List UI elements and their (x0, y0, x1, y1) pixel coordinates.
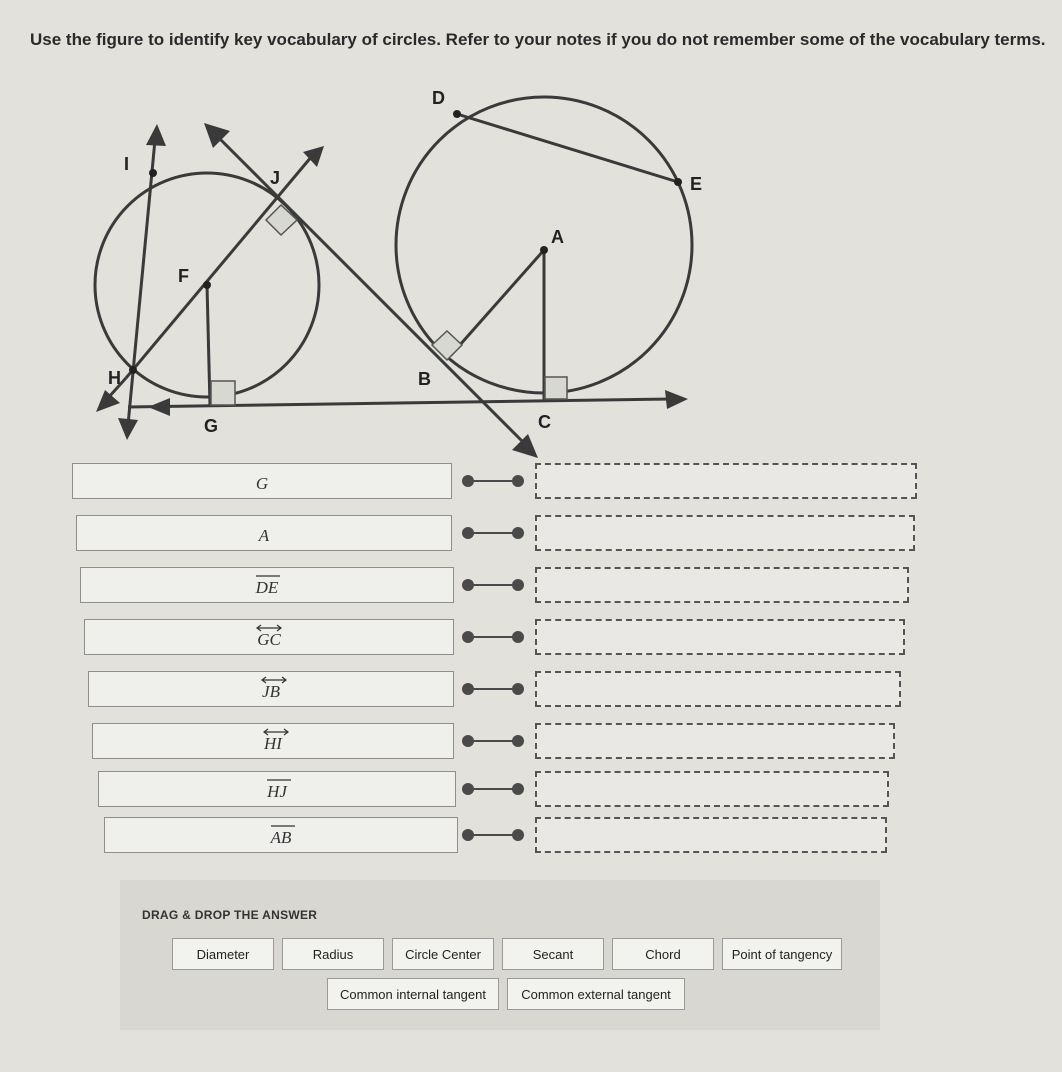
term-symbol (271, 822, 292, 848)
drop-target[interactable] (535, 817, 887, 853)
answer-bank (120, 880, 880, 1030)
match-row (0, 515, 1062, 551)
chip-diameter[interactable]: Diameter (172, 938, 274, 970)
line-overbar-icon (264, 728, 282, 736)
drop-target[interactable] (535, 771, 889, 807)
chip-radius[interactable]: Radius (282, 938, 384, 970)
connector-line (470, 480, 516, 482)
label-b: B (418, 369, 431, 389)
point-a (540, 246, 548, 254)
bank-title: DRAG & DROP THE ANSWER (142, 908, 318, 922)
label-i: I (124, 154, 130, 174)
chip-circle-center[interactable]: Circle Center (392, 938, 494, 970)
term-card (104, 817, 458, 853)
drop-target[interactable] (535, 463, 917, 499)
term-symbol (257, 624, 281, 650)
term-symbol (262, 676, 280, 702)
connector-dot-right[interactable] (512, 829, 524, 841)
instructions-text: Use the figure to identify key vocabulary of circles. Refer to your notes if you do not remember some of the vocabulary terms. (30, 30, 1046, 49)
chip-secant[interactable]: Secant (502, 938, 604, 970)
point-h (129, 366, 137, 374)
connector-line (470, 688, 516, 690)
term-card (92, 723, 454, 759)
term-label: HJ (267, 782, 287, 801)
line-jb (214, 133, 525, 444)
label-c: C (538, 412, 551, 432)
term-label: HI (264, 734, 282, 753)
point-e (674, 178, 682, 186)
connector-line (470, 740, 516, 742)
term-card (76, 515, 452, 551)
term-card (88, 671, 454, 707)
line-overbar-icon (257, 624, 281, 632)
arrow-h-left (96, 390, 120, 412)
radius-ab (451, 250, 544, 355)
term-label: AB (270, 828, 292, 847)
connector-dot-right[interactable] (512, 475, 524, 487)
term-label: G (255, 474, 269, 493)
term-card (98, 771, 456, 807)
radius-fg (207, 285, 210, 406)
arrow-gc-right (665, 390, 688, 409)
label-h: H (108, 368, 121, 388)
term-card (72, 463, 452, 499)
line-overbar-icon (262, 676, 280, 684)
match-row (0, 671, 1062, 707)
right-angle-c (545, 377, 567, 399)
point-f (203, 281, 211, 289)
drop-target[interactable] (535, 567, 909, 603)
connector-line (470, 584, 516, 586)
connector-line (470, 834, 516, 836)
match-row (0, 619, 1062, 655)
circles-figure (0, 0, 1062, 460)
term-card (84, 619, 454, 655)
label-a: A (551, 227, 564, 247)
match-row (0, 723, 1062, 759)
match-row (0, 463, 1062, 499)
label-j: J (270, 168, 281, 188)
drop-target[interactable] (535, 515, 915, 551)
point-d (453, 110, 461, 118)
chord-de (457, 114, 678, 182)
segment-overbar-icon (267, 776, 287, 784)
chip-point-of-tangency[interactable]: Point of tangency (722, 938, 842, 970)
segment-overbar-icon (256, 572, 279, 580)
connector-line (470, 788, 516, 790)
arrow-jb-bottom (512, 434, 538, 458)
connector-line (470, 532, 516, 534)
term-symbol (256, 572, 279, 598)
connector-dot-right[interactable] (512, 579, 524, 591)
match-row (0, 817, 1062, 853)
right-angle-g (211, 381, 235, 405)
label-e: E (690, 174, 703, 194)
term-label: JB (262, 682, 280, 701)
segment-overbar-icon (271, 822, 292, 830)
term-label: A (258, 526, 270, 545)
chord-hj (126, 156, 312, 378)
term-card (80, 567, 454, 603)
drop-target[interactable] (535, 619, 905, 655)
match-row (0, 567, 1062, 603)
arrow-gc-left (148, 398, 170, 416)
term-label: GC (257, 630, 281, 649)
term-label: DE (255, 578, 279, 597)
term-symbol (259, 520, 269, 546)
arrow-hi-bottom (118, 418, 138, 440)
chip-common-external-tangent[interactable]: Common external tangent (507, 978, 685, 1010)
drop-target[interactable] (535, 723, 895, 759)
connector-dot-right[interactable] (512, 735, 524, 747)
connector-line (470, 636, 516, 638)
drop-target[interactable] (535, 671, 901, 707)
point-i (149, 169, 157, 177)
label-d: D (432, 88, 445, 108)
connector-dot-right[interactable] (512, 631, 524, 643)
connector-dot-right[interactable] (512, 527, 524, 539)
connector-dot-right[interactable] (512, 783, 524, 795)
chip-chord[interactable]: Chord (612, 938, 714, 970)
term-symbol (256, 468, 268, 494)
term-symbol (264, 728, 282, 754)
label-f: F (178, 266, 189, 286)
connector-dot-right[interactable] (512, 683, 524, 695)
chip-common-internal-tangent[interactable]: Common internal tangent (327, 978, 499, 1010)
match-row (0, 771, 1062, 807)
arrow-hi-top (146, 124, 166, 146)
label-g: G (204, 416, 219, 436)
term-symbol (267, 776, 287, 802)
